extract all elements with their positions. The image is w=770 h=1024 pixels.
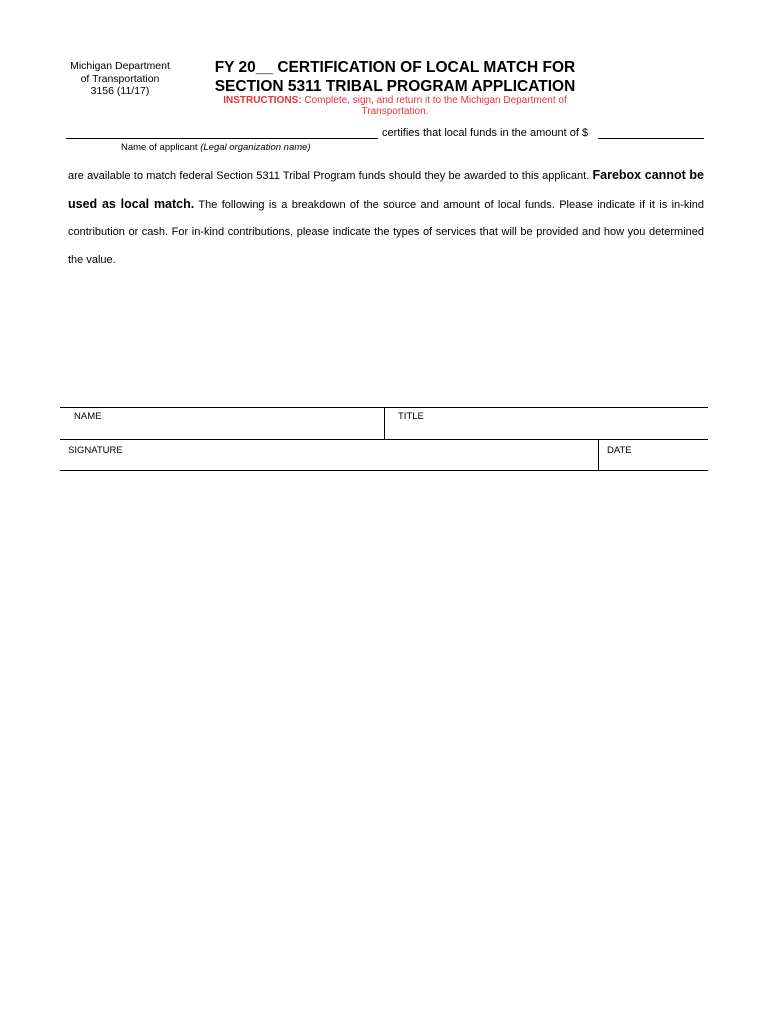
form-title-line1: FY 20__ CERTIFICATION OF LOCAL MATCH FOR [214, 59, 576, 76]
paragraph-part1: are available to match federal Section 5311 Tribal Program funds should they be awarded to this applicant. [68, 170, 590, 182]
certifies-text: certifies that local funds in the amount of $ [382, 127, 589, 139]
title-field[interactable] [385, 408, 708, 439]
form-number: 3156 (11/17) [90, 85, 150, 97]
instructions-text: Complete, sign, and return it to the Michigan Department of Transportation. [304, 95, 567, 117]
form-title-line2: SECTION 5311 TRIBAL PROGRAM APPLICATION [214, 78, 576, 95]
signature-label: SIGNATURE [68, 445, 123, 456]
title-label: TITLE [398, 411, 424, 422]
date-field[interactable] [599, 439, 708, 470]
paragraph-farebox-warning: Farebox cannot be used as local match. [68, 168, 704, 211]
certification-line [66, 127, 706, 141]
agency-name-line1: Michigan Department [70, 60, 170, 72]
name-label: NAME [74, 411, 102, 422]
applicant-field-label [121, 142, 311, 153]
agency-block [60, 60, 180, 98]
amount-field[interactable] [598, 138, 704, 139]
certification-paragraph [68, 162, 704, 274]
name-title-row [60, 408, 708, 440]
applicant-name-field[interactable] [66, 138, 378, 139]
signature-field[interactable] [60, 439, 598, 470]
signature-table [60, 407, 708, 471]
applicant-label-text: Name of applicant [121, 142, 198, 153]
agency-name-line2: of Transportation [80, 72, 160, 85]
paragraph-part2: The following is a breakdown of the source and amount of local funds. Please indicate if it is in-kind contribution or cash. For in-kind contributions, please indicate the types of services that will be provided and how you determined the value. [68, 198, 704, 266]
instructions-label: INSTRUCTIONS: [223, 95, 302, 106]
date-label: DATE [607, 445, 632, 456]
name-field[interactable] [60, 408, 384, 439]
applicant-label-italic: (Legal organization name) [200, 142, 311, 153]
form-title [190, 58, 600, 96]
signature-date-row [60, 439, 708, 471]
instructions [190, 95, 600, 117]
